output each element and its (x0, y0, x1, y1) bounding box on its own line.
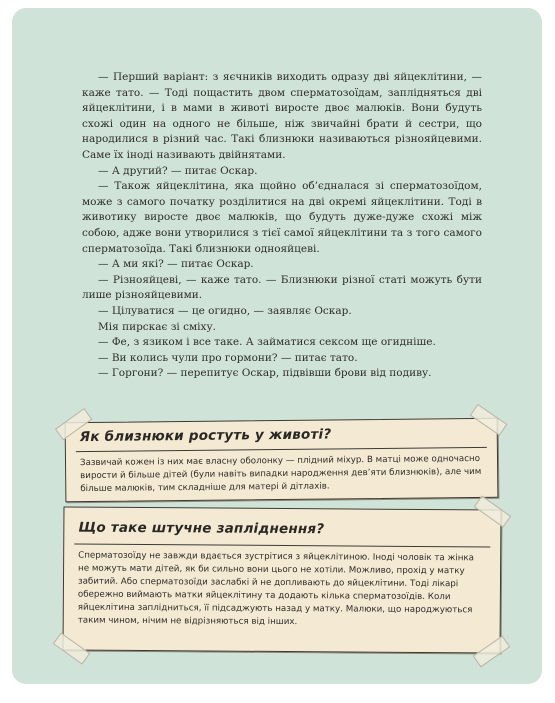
box-title: Як близнюки ростуть у животі? (79, 426, 332, 446)
divider (76, 447, 487, 452)
story-paragraph: — Фе, з язиком і все таке. А займатися сексом ще огидніше. (98, 336, 436, 349)
story-paragraph: — Горгони? — перепитує Оскар, підвівши брови від подиву. (98, 367, 432, 380)
box-text: Сперматозоїду не завжди вдається зустрітися з яйцеклітиною. Іноді чоловік та жінка не можуть мати дітей, як би сильно вони цього не хотіли. Можливо, прохід у матку забитий. Або сперматозоїди заслабкі й не допливають до яйцеклітини. Тоді лікарі обережно виймають матки яйцеклітину та додають кілька сперматозоїдів. Коли яйцеклітина заплідниться, її підсаджують назад у матку. Малюки, що народжуються таким чином, нічим не відрізняються від інших. (77, 550, 475, 628)
story-text (82, 70, 482, 382)
story-paragraph: — Різнояйцеві, — каже тато. — Близнюки різної статі можуть бути лише різнояйцевими. (82, 273, 482, 302)
story-paragraph: — А другий? — питає Оскар. (98, 164, 258, 177)
story-paragraph: — Цілуватися — це огидно, — заявляє Оскар. (98, 304, 352, 317)
box-title: Що таке штучне запліднення? (78, 519, 325, 538)
story-paragraph: — А ми які? — питає Оскар. (98, 258, 254, 271)
info-box-ivf (63, 506, 502, 653)
story-paragraph: — Ви колись чули про гормони? — питає тато. (98, 351, 358, 364)
story-paragraph: Мія пирскає зі сміху. (98, 320, 216, 333)
story-paragraph: — Також яйцеклітина, яка щойно об’єдналася зі сперматозоїдом, може з самого початку розділитися на дві окремі яйцеклітини. Тоді в животику виросте двоє малюків, що будуть дуже-дуже схожі між собою, адже вони утворилися з тієї самої яйцеклітини та з того самого сперматозоїда. Такі близнюки однояйцеві. (82, 180, 482, 255)
divider (74, 544, 490, 548)
story-paragraph: — Перший варіант: з яєчників виходить одразу дві яйцеклітини, — каже тато. — Тоді пощастить двом сперматозоїдам, заплідняться дві яйцеклітини, і в мами в животі виросте двоє малюків. Вони будуть схожі один на одного не більше, ніж звичайні брати й сестри, що народилися в різний час. Такі близнюки називаються різнояйцевими. Саме їх іноді називають двійнятами. (82, 71, 482, 161)
box-text: Зазвичай кожен із них має власну оболонку — плідний міхур. В матці може одночасно вирости й більше дітей (були навіть випадки народження дев’яти близнюків), але чим більше малюків, тим складніше для матері й дітлахів. (79, 453, 482, 495)
info-box-twins (65, 418, 499, 503)
